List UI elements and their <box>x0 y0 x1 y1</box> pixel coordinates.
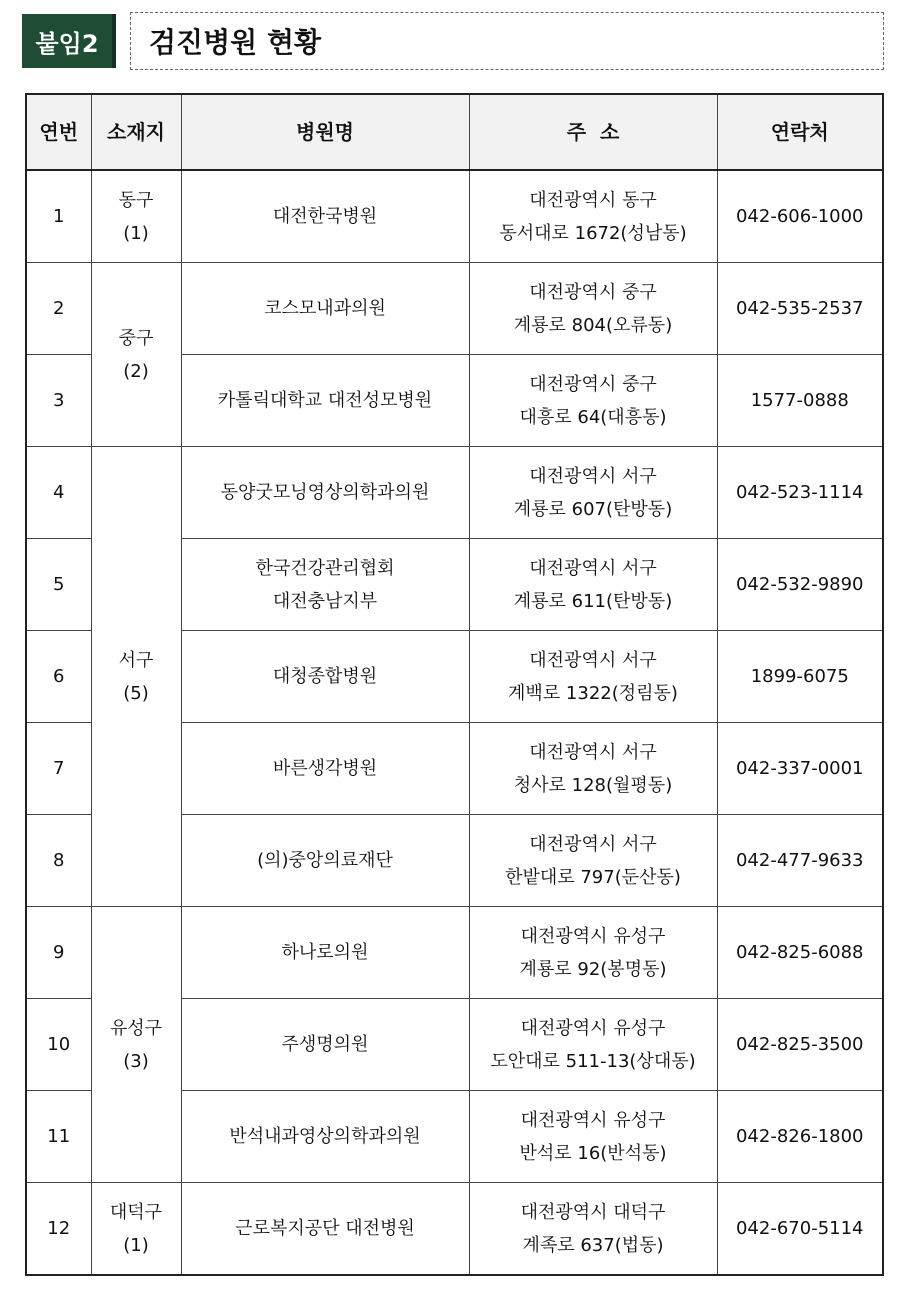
address-line2: 동서대로 1672(성남동) <box>499 222 687 244</box>
hospital-address <box>469 815 717 907</box>
hospital-address <box>469 539 717 631</box>
table-row <box>26 907 883 999</box>
hospital-name-line1: 대전한국병원 <box>272 206 378 227</box>
hospital-name <box>181 447 469 539</box>
address-line1: 대전광역시 중구 <box>529 373 657 395</box>
hospital-name-line1: 한국건강관리협회 <box>255 557 395 579</box>
region-name: 중구 <box>118 327 154 349</box>
hospital-address <box>469 447 717 539</box>
table-row <box>26 447 883 539</box>
hospital-address <box>469 999 717 1091</box>
address-line2: 계룡로 92(봉명동) <box>519 958 667 980</box>
hospital-name-line1: 반석내과영상의학과의원 <box>229 1126 421 1147</box>
region-cell <box>91 1183 181 1276</box>
hospital-name <box>181 1091 469 1183</box>
hospital-name <box>181 170 469 263</box>
hospital-name-line1: 대청종합병원 <box>272 666 378 687</box>
row-number: 8 <box>26 815 91 907</box>
hospital-address <box>469 631 717 723</box>
row-number: 1 <box>26 170 91 263</box>
row-number: 3 <box>26 355 91 447</box>
address-line1: 대전광역시 서구 <box>529 833 657 855</box>
hospital-name <box>181 539 469 631</box>
hospital-address <box>469 1183 717 1276</box>
hospital-name-line1: 주생명의원 <box>281 1034 369 1055</box>
region-cell <box>91 907 181 1183</box>
hospital-phone: 042-670-5114 <box>717 1183 883 1276</box>
hospital-address <box>469 907 717 999</box>
hospital-name <box>181 723 469 815</box>
region-cell <box>91 263 181 447</box>
region-name: 대덕구 <box>109 1201 163 1223</box>
address-line1: 대전광역시 중구 <box>529 281 657 303</box>
hospital-phone: 042-477-9633 <box>717 815 883 907</box>
region-count: (1) <box>123 222 149 244</box>
row-number: 5 <box>26 539 91 631</box>
hospital-name-line1: 하나로의원 <box>281 942 369 963</box>
hospital-name-line1: 동양굿모닝영상의학과의원 <box>220 482 430 503</box>
hospital-address <box>469 263 717 355</box>
region-name: 유성구 <box>109 1017 163 1039</box>
row-number: 10 <box>26 999 91 1091</box>
region-name: 서구 <box>118 649 154 671</box>
address-line1: 대전광역시 대덕구 <box>520 1201 666 1223</box>
hospital-address <box>469 355 717 447</box>
address-line2: 도안대로 511-13(상대동) <box>490 1050 696 1072</box>
address-line1: 대전광역시 서구 <box>529 649 657 671</box>
header-contact: 연락처 <box>717 94 883 170</box>
row-number: 12 <box>26 1183 91 1276</box>
table-row <box>26 170 883 263</box>
address-line1: 대전광역시 서구 <box>529 741 657 763</box>
hospital-phone: 042-606-1000 <box>717 170 883 263</box>
hospital-name <box>181 355 469 447</box>
hospital-name-line1: 바른생각병원 <box>272 758 378 779</box>
hospital-name <box>181 631 469 723</box>
row-number: 9 <box>26 907 91 999</box>
address-line2: 계룡로 607(탄방동) <box>513 498 673 520</box>
table-row <box>26 1183 883 1276</box>
hospital-phone: 042-825-3500 <box>717 999 883 1091</box>
hospital-address <box>469 723 717 815</box>
hospital-phone: 042-523-1114 <box>717 447 883 539</box>
address-line1: 대전광역시 유성구 <box>520 925 666 947</box>
table-body <box>26 170 883 1275</box>
hospital-name-line1: 근로복지공단 대전병원 <box>235 1218 415 1239</box>
region-count: (5) <box>123 682 149 704</box>
hospital-phone: 042-337-0001 <box>717 723 883 815</box>
address-line2: 계룡로 804(오류동) <box>513 314 673 336</box>
hospital-name-line2: 대전충남지부 <box>272 590 378 612</box>
region-cell <box>91 170 181 263</box>
table-row <box>26 263 883 355</box>
header-address: 주 소 <box>469 94 717 170</box>
hospital-name-line1: (의)중앙의료재단 <box>257 850 393 871</box>
attachment-badge: 붙임2 <box>22 14 116 68</box>
table-header-row <box>26 94 883 170</box>
address-line1: 대전광역시 동구 <box>529 189 657 211</box>
address-line2: 한밭대로 797(둔산동) <box>505 866 681 888</box>
row-number: 11 <box>26 1091 91 1183</box>
address-line1: 대전광역시 유성구 <box>520 1109 666 1131</box>
address-line2: 계족로 637(법동) <box>522 1234 664 1256</box>
address-line2: 계룡로 611(탄방동) <box>513 590 673 612</box>
address-line2: 대흥로 64(대흥동) <box>519 406 667 428</box>
hospital-name <box>181 263 469 355</box>
row-number: 6 <box>26 631 91 723</box>
hospital-name-line1: 카톨릭대학교 대전성모병원 <box>217 390 433 411</box>
row-number: 7 <box>26 723 91 815</box>
address-line2: 계백로 1322(정림동) <box>508 682 678 704</box>
region-count: (2) <box>123 360 149 382</box>
header-hospital: 병원명 <box>181 94 469 170</box>
address-line1: 대전광역시 서구 <box>529 465 657 487</box>
address-line1: 대전광역시 유성구 <box>520 1017 666 1039</box>
hospital-name <box>181 815 469 907</box>
region-name: 동구 <box>118 189 154 211</box>
hospital-table <box>25 93 884 1276</box>
page-header <box>22 12 884 72</box>
row-number: 2 <box>26 263 91 355</box>
hospital-phone: 042-532-9890 <box>717 539 883 631</box>
hospital-phone: 042-826-1800 <box>717 1091 883 1183</box>
region-count: (1) <box>123 1234 149 1256</box>
header-region: 소재지 <box>91 94 181 170</box>
address-line2: 반석로 16(반석동) <box>519 1142 667 1164</box>
hospital-address <box>469 170 717 263</box>
hospital-name <box>181 1183 469 1276</box>
hospital-phone: 1899-6075 <box>717 631 883 723</box>
header-no: 연번 <box>26 94 91 170</box>
hospital-phone: 042-825-6088 <box>717 907 883 999</box>
address-line2: 청사로 128(월평동) <box>513 774 673 796</box>
region-count: (3) <box>123 1050 149 1072</box>
hospital-address <box>469 1091 717 1183</box>
hospital-phone: 042-535-2537 <box>717 263 883 355</box>
row-number: 4 <box>26 447 91 539</box>
hospital-name-line1: 코스모내과의원 <box>264 298 386 319</box>
hospital-phone: 1577-0888 <box>717 355 883 447</box>
page-title: 검진병원 현황 <box>130 12 884 70</box>
region-cell <box>91 447 181 907</box>
address-line1: 대전광역시 서구 <box>529 557 657 579</box>
hospital-name <box>181 907 469 999</box>
hospital-name <box>181 999 469 1091</box>
